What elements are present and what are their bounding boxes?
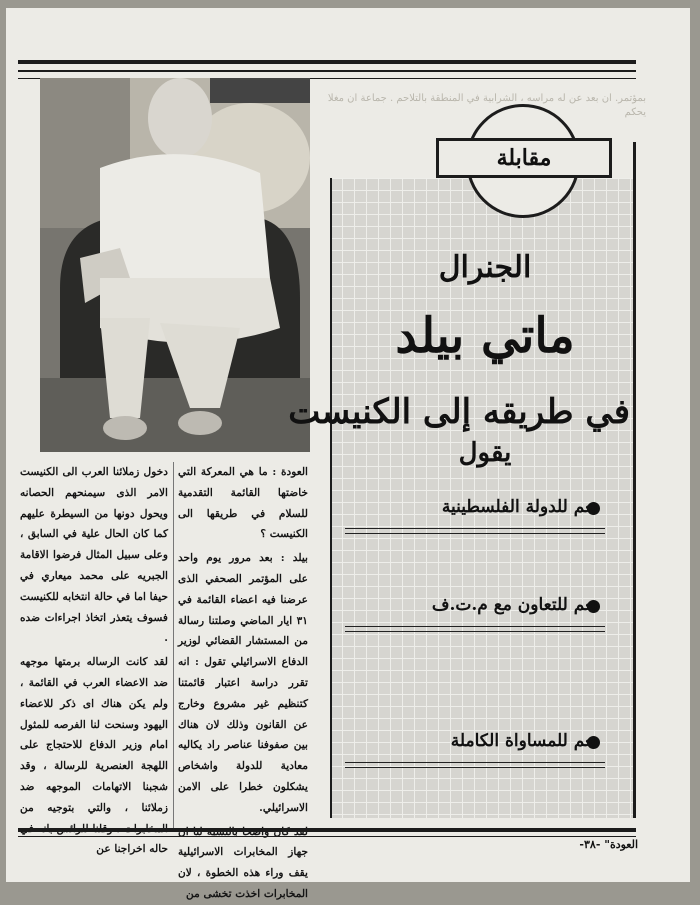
panel-border-left — [330, 178, 332, 818]
column-left-paragraph-1: دخول زملائنا العرب الى الكنيست الامر الذى سيمنحهم الحصانه ويحول دونها من السيطرة عليهم كما كان الحال علية في السابق ، وعلى سبيل المثال فرضوا الاقامة الجبريه على محمد ميعاري في حيفا اما في حالة انتخابه للكنيست فسوف يتعذر اتخاذ اجراءات ضده . — [20, 466, 168, 645]
bottom-rule-thick — [18, 828, 636, 832]
column-right-paragraph-1: العودة : ما هي المعركة التي خاضتها القائمة التقدمية للسلام في طريقها الى الكنيست ؟ — [178, 466, 308, 541]
headline-line-2: ماتي بيلد — [395, 308, 575, 364]
point-2-rule — [345, 626, 605, 632]
headline-line-4: يقول — [458, 438, 512, 468]
magazine-page — [6, 8, 690, 900]
point-1: نعم للدولة الفلسطينية — [441, 497, 598, 517]
point-3: نعم للمساواة الكاملة — [450, 731, 598, 751]
column-left-paragraph-2: لقد كانت الرساله برمتها موجهه ضد الاعضاء العرب في القائمة ، ولم يكن هناك اى ذكر للاعضاء اليهود وسنحت لنا الفرصه للمثول امام وزير الدفاع للاحتجاج على اللهجة العنصرية للرسالة ، وقد شجبنا الاتهامات الموجهه ضد زملائنا ، والتي بتوجيه من حاله اخراجنا عن — [20, 656, 168, 856]
top-rule-thick — [18, 60, 636, 64]
page-footer: العودة" -٣٨- — [579, 838, 638, 851]
article-column-right — [178, 462, 308, 900]
top-rule-thin — [18, 70, 636, 72]
column-divider — [173, 462, 174, 828]
headline-line-3: في طريقه إلى الكنيست — [288, 392, 630, 432]
portrait-photo — [40, 78, 310, 452]
column-right-paragraph-3: جهاز المخابرات الاسرائيلية يقف وراء هذه الخطوة ، لان المخابرات اخذت تخشى من — [178, 846, 308, 900]
bleed-through-text: بمؤتمر. ان بعد عن له مراسه ، الشرابية في المنطقة بالتلاحم . جماعة ان مغلا يحكم — [327, 93, 646, 118]
section-label: مقابلة — [496, 145, 552, 171]
point-3-rule — [345, 762, 605, 768]
bottom-rule-thin — [18, 836, 636, 837]
point-2: نعم للتعاون مع م.ت.ف — [431, 595, 598, 615]
headline-line-1: الجنرال — [438, 250, 532, 285]
section-label-box — [436, 138, 612, 178]
column-right-paragraph-2: بيلد : بعد مرور يوم واحد على المؤتمر الصحفي الذى عرضنا فيه اعضاء القائمة في ٣١ ايار الماضي وصلتنا رسالة من المستشار القضائي لوزير الدفاع الاسرائيلي تقول : انه تقرر دراسة اعتبار قائمتنا كتنظيم غير مشروع وخارج عن القانون وذلك لان هناك بين صفوفنا عناصر راد يكاليه معادية للدولة واشخاص يشكلون خطرا على الامن الاسرائيلي. — [178, 552, 308, 814]
panel-border-right — [633, 142, 636, 818]
point-1-rule — [345, 528, 605, 534]
portrait-image — [40, 78, 310, 452]
article-column-left — [20, 462, 168, 856]
